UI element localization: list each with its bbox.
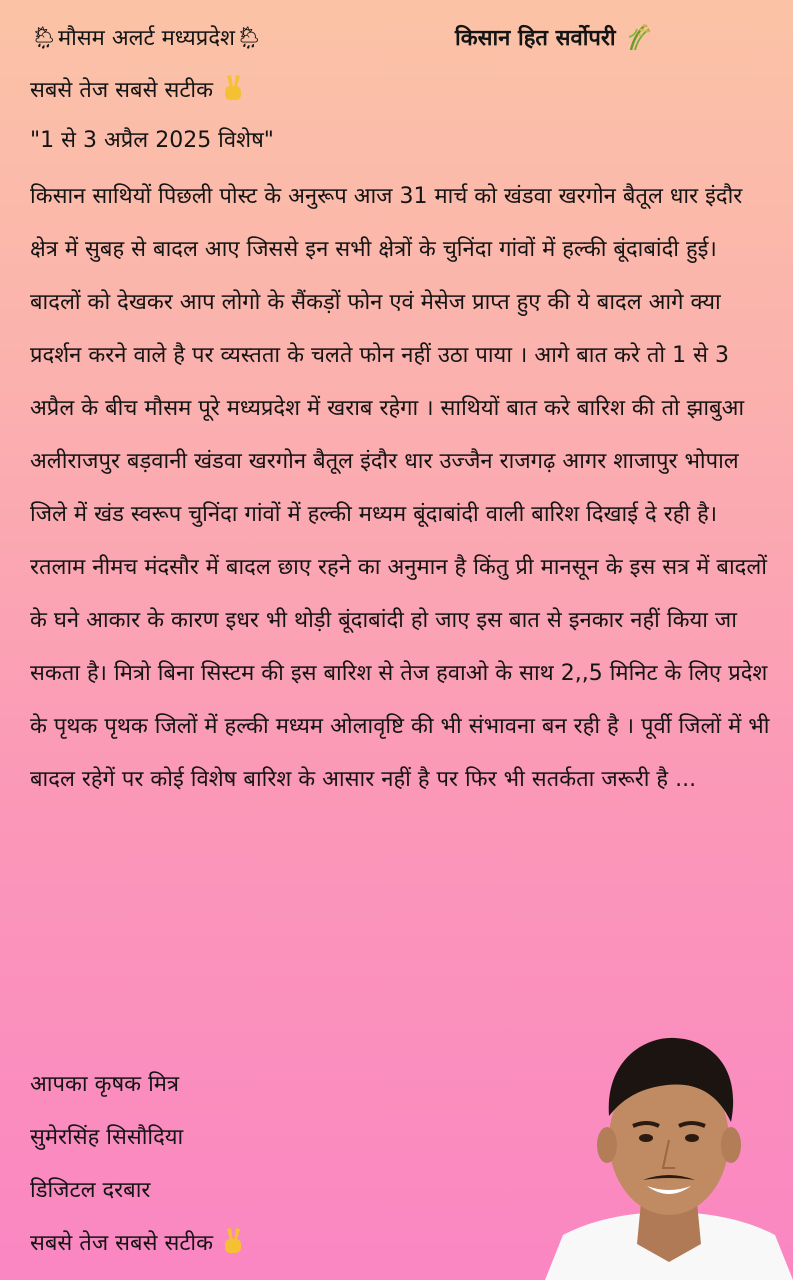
author-photo (545, 1030, 793, 1280)
slogan-text: किसान हित सर्वोपरी (455, 26, 616, 51)
header (30, 18, 763, 60)
author-name: सुमेरसिंह सिसौदिया (30, 1125, 184, 1150)
signature-line: आपका कृषक मित्र (30, 1072, 180, 1097)
tagline (30, 72, 246, 110)
signature-block (30, 1058, 246, 1270)
date-line: "1 से 3 अप्रैल 2025 विशेष" (30, 128, 274, 153)
slogan (455, 18, 653, 60)
sun-rain-cloud-icon: 🌦 (234, 26, 263, 51)
closing-tagline (30, 1217, 246, 1270)
victory-hand-icon (220, 1226, 246, 1256)
alert-title-text: मौसम अलर्ट मध्यप्रदेश (57, 26, 235, 51)
alert-title (30, 18, 263, 60)
victory-hand-icon (220, 73, 246, 103)
tagline-text: सबसे तेज सबसे सटीक (30, 78, 214, 103)
rice-sheaf-icon (623, 21, 653, 51)
sun-rain-cloud-icon: 🌦 (30, 26, 58, 51)
organization-name: डिजिटल दरबार (30, 1178, 151, 1203)
closing-tagline-text: सबसे तेज सबसे सटीक (30, 1231, 214, 1256)
bulletin-body: किसान साथियों पिछली पोस्ट के अनुरूप आज 31 मार्च को खंडवा खरगोन बैतूल धार इंदौर क्षेत्र में सुबह से बादल आए जिससे इन सभी क्षेत्रों के चुनिंदा गांवों में हल्की बूंदाबांदी हुई। बादलों को देखकर आप लोगो के सैंकड़ों फोन एवं मेसेज प्राप्त हुए की ये बादल आगे क्या प्रदर्शन करने वाले है पर व्यस्तता के चलते फोन नहीं उठा पाया । आगे बात करे तो 1 से 3 अप्रैल के बीच मौसम पूरे मध्यप्रदेश में खराब रहेगा । साथियों बात करे बारिश की तो झाबुआ अलीराजपुर बड़वानी खंडवा खरगोन बैतूल इंदौर धार उज्जैन राजगढ़ आगर शाजापुर भोपाल जिले में खंड स्वरूप चुनिंदा गांवों में हल्की मध्यम बूंदाबांदी वाली बारिश दिखाई दे रही है। रतलाम नीमच मंदसौर में बादल छाए रहने का अनुमान है किंतु प्री मानसून के इस सत्र में बादलों के घने आकार के कारण इधर भी थोड़ी बूंदाबांदी हो जाए इस बात से इनकार नहीं किया जा सकता है। मित्रो बिना सिस्टम की इस बारिश से तेज हवाओ के साथ 2,,5 मिनिट के लिए प्रदेश के पृथक पृथक जिलों में हल्की मध्यम ओलावृष्टि की भी संभावना बन रही है । पूर्वी जिलों में भी बादल रहेगें पर कोई विशेष बारिश के आसार नहीं है पर फिर भी सतर्कता जरूरी है ... (30, 184, 770, 792)
